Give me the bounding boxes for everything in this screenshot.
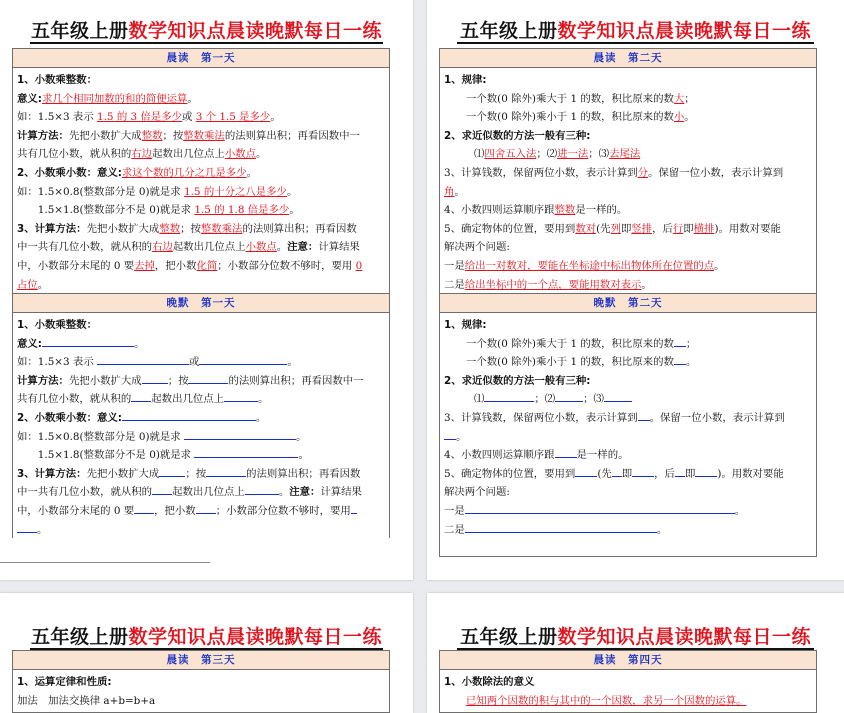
text-span: 先把小数扩大成 (86, 467, 160, 480)
text-span: 5、确定物体的位置，要用到 (444, 467, 576, 480)
text-line (17, 183, 385, 202)
text-span: 。 (187, 92, 198, 105)
text-line (444, 390, 812, 409)
answer-blank (17, 521, 37, 533)
text-line (17, 446, 385, 465)
text-span: ；⑶ (583, 393, 604, 406)
section-header: 晨读 第一天 (13, 49, 389, 68)
text-span: 。 (289, 204, 300, 217)
answer-text: 1.5 的 1.8 倍是多少 (194, 204, 290, 217)
text-span: 如：1.5×0.8(整数部分是 0)就是求 (17, 430, 184, 443)
answer-blank (152, 483, 172, 495)
text-line (17, 145, 385, 164)
text-line (444, 90, 812, 109)
text-line (444, 353, 812, 372)
text-span: 。 (276, 241, 288, 254)
text-span: ，把小数 (154, 259, 197, 272)
bold-label: 3、计算方法： (17, 222, 87, 235)
answer-blank (604, 390, 632, 402)
text-span: )。用数对要能 (717, 467, 784, 480)
answer-text: 整数 (159, 222, 181, 235)
footer-line (0, 562, 210, 563)
answer-blank (612, 465, 622, 477)
text-span: 。 (641, 278, 652, 291)
bold-label: 注意： (287, 241, 319, 254)
text-span: )。用数对要能 (714, 222, 781, 235)
text-line (17, 257, 385, 276)
section-header: 晚默 第一天 (13, 294, 389, 313)
text-span: 。 (246, 166, 257, 179)
text-line (17, 276, 385, 295)
worksheet-page-4 (427, 593, 844, 713)
text-span: 计算结果 (318, 241, 360, 254)
text-span: 起数出几位点上 (172, 486, 245, 499)
answer-blank (199, 353, 287, 365)
text-line (17, 220, 385, 239)
page-title: 五年级上册数学知识点晨读晚默每日一练 (30, 626, 383, 648)
text-line (444, 71, 812, 90)
text-line (444, 316, 812, 335)
text-line (444, 164, 812, 183)
text-span: 的法则算出积；再看因数中一 (224, 129, 360, 142)
answer-blank (142, 372, 168, 384)
text-line (17, 201, 385, 220)
answer-blank (638, 409, 650, 421)
text-line (444, 127, 812, 146)
worksheet-page-3 (0, 593, 413, 713)
text-span: 解决两个问题: (444, 486, 510, 499)
text-line (17, 372, 385, 391)
text-span: 一是 (444, 259, 465, 272)
bold-label: 意义: (17, 92, 42, 105)
text-span: ；小数部分位数不够时，要用 (215, 504, 351, 517)
text-line (444, 483, 812, 502)
bold-label: 注意： (289, 486, 321, 499)
answer-blank (131, 390, 151, 402)
morning-reading-box (439, 650, 817, 713)
answer-text: 分 (637, 166, 649, 179)
answer-text: 给出一对数对，要能在坐标途中标出物体所在位置的点 (464, 259, 715, 272)
answer-blank (224, 390, 258, 402)
text-line (17, 164, 385, 183)
text-line (17, 353, 385, 372)
answer-text: 整数 (141, 129, 163, 142)
answer-blank (674, 353, 686, 365)
section-header: 晨读 第三天 (13, 651, 389, 670)
answer-text: 四舍五入法 (484, 148, 537, 161)
text-span: 二是 (444, 523, 465, 536)
answer-text: 进一法 (557, 148, 589, 161)
text-span: 中一共有几位小数，就从积的 (17, 241, 153, 254)
page-title: 五年级上册数学知识点晨读晚默每日一练 (459, 626, 812, 648)
answer-blank (196, 502, 216, 514)
text-span: ；按 (185, 467, 207, 480)
text-span: 或 (182, 111, 196, 124)
text-span: 是一样的。 (576, 449, 629, 462)
section-body (13, 670, 389, 712)
bold-label: 1、小数乘整数： (17, 319, 97, 331)
text-span: 。 (684, 111, 695, 124)
text-span: 1.5×1.8(整数部分不是 0)就是求 (17, 449, 195, 462)
bold-label: 2、求近似数的方法一般有三种: (444, 374, 591, 387)
worksheet-page-2 (427, 0, 844, 580)
section-body (13, 68, 389, 296)
text-span: ；⑶ (588, 148, 610, 161)
text-span: ；按 (167, 374, 189, 387)
text-span: 如：1.5×3 表示 (17, 111, 98, 124)
text-span: 。 (270, 111, 281, 124)
text-span: 4、小数四则运算顺序跟 (444, 449, 555, 462)
text-span: 。 (296, 430, 307, 443)
bold-label: 2、小数乘小数：意义: (17, 166, 122, 179)
section-body (440, 68, 816, 296)
text-span: 如：1.5×3 表示 (17, 356, 98, 369)
text-line (444, 201, 812, 220)
evening-recall-box (439, 293, 817, 557)
text-span: 共有几位小数，就从积的 (17, 393, 132, 406)
text-line (444, 335, 812, 354)
text-line (17, 238, 385, 257)
answer-blank (42, 335, 134, 347)
text-span: 是一样的。 (575, 204, 628, 217)
answer-blank (188, 372, 228, 384)
text-span: ⑴ (474, 393, 485, 406)
answer-text: 已知两个因数的积与其中的一个因数，求另一个因数的运算。 (466, 694, 747, 707)
bold-label: 计算方法： (17, 129, 69, 142)
text-line (444, 502, 812, 521)
answer-text: 去尾法 (609, 148, 641, 161)
text-span: 5、确定物体的位置，要用到 (444, 222, 576, 235)
answer-text: 0 (355, 259, 363, 272)
answer-blank (555, 390, 583, 402)
text-line (444, 521, 812, 540)
answer-blank (695, 465, 717, 477)
answer-text: 整数乘法 (183, 129, 225, 142)
bold-label: 1、运算定律和性质: (17, 676, 112, 688)
text-line (444, 673, 812, 692)
text-span: 即 (684, 467, 696, 480)
text-span: 先把小数扩大成 (68, 129, 142, 142)
bold-label: 1、小数乘整数： (17, 74, 97, 86)
text-line (444, 428, 812, 447)
section-header: 晨读 第二天 (440, 49, 816, 68)
answer-text: 整数乘法 (200, 222, 243, 235)
section-header: 晚默 第二天 (440, 294, 816, 313)
answer-blank (674, 335, 686, 347)
morning-reading-box (12, 48, 390, 297)
bold-label: 1、小数除法的意义 (444, 676, 535, 688)
text-line (444, 692, 812, 711)
text-span: 的法则算出积；再看因数 (246, 467, 361, 480)
answer-text: 3 个 1.5 是多少 (195, 111, 271, 124)
text-span: 。 (255, 148, 267, 161)
answer-text: 求这个数的几分之几是多少 (121, 166, 247, 179)
text-span: 如：1.5×0.8(整数部分是 0)就是求 (17, 185, 184, 198)
text-line (17, 108, 385, 127)
answer-text: 横排 (693, 222, 715, 235)
text-span: 一个数(0 除外)乘小于 1 的数，积比原来的数 (466, 356, 674, 369)
answer-blank (575, 465, 597, 477)
text-line (17, 316, 385, 335)
answer-text: 占位 (17, 278, 38, 291)
evening-recall-box (12, 293, 390, 538)
text-line (17, 90, 385, 109)
text-span: 1.5×1.8(整数部分不是 0)就是求 (17, 204, 195, 217)
answer-blank (484, 390, 534, 402)
text-span: 。 (255, 411, 267, 424)
text-span: 起数出几位点上 (152, 148, 225, 161)
text-span: 一个数(0 除外)乘大于 1 的数，积比原来的数 (466, 337, 674, 350)
text-span: 先把小数扩大成 (68, 374, 142, 387)
text-span: 中，小数部分末尾的 0 要 (17, 504, 135, 517)
text-line (17, 409, 385, 428)
text-line (444, 145, 812, 164)
bold-label: 1、规律: (444, 74, 487, 86)
worksheet-page-1 (0, 0, 413, 580)
text-span: 解决两个问题: (444, 241, 510, 254)
text-span: 一是 (444, 504, 465, 517)
answer-text: 小 (673, 111, 685, 124)
text-line (17, 428, 385, 447)
text-span: 一个数(0 除外)乘小于 1 的数，积比原来的数 (466, 111, 674, 124)
text-span: 。 (454, 185, 465, 198)
text-span: 。 (37, 523, 48, 536)
text-line (444, 238, 812, 257)
morning-reading-box (12, 650, 390, 713)
text-span: 。 (278, 486, 290, 499)
text-span: 。 (258, 393, 269, 406)
text-span: 起数出几位点上 (172, 241, 246, 254)
text-line (444, 446, 812, 465)
text-span: ；按 (180, 222, 201, 235)
bold-label: 意义: (17, 337, 42, 350)
section-body (440, 313, 816, 541)
answer-blank (444, 428, 456, 440)
text-span: ；⑵ (536, 148, 558, 161)
answer-blank (184, 428, 296, 440)
text-line (17, 390, 385, 409)
text-line (17, 521, 385, 540)
text-span: 。 (685, 356, 697, 369)
text-span: ⑴ (474, 148, 485, 161)
text-span: 。 (37, 278, 49, 291)
text-span: (先 (596, 222, 611, 235)
text-line (17, 465, 385, 484)
text-span: 中，小数部分末尾的 0 要 (17, 259, 135, 272)
text-span: 。保留一位小数，表示计算到 (648, 166, 784, 179)
text-line (17, 692, 385, 711)
morning-reading-box (439, 48, 817, 297)
bold-label: 2、求近似数的方法一般有三种: (444, 129, 591, 142)
title-underline (30, 42, 383, 44)
text-span: 。 (133, 337, 145, 350)
text-span: 。 (287, 356, 298, 369)
answer-blank (555, 446, 577, 458)
bold-label: 计算方法： (17, 374, 69, 387)
text-line (17, 71, 385, 90)
answer-blank (465, 521, 657, 533)
answer-blank (122, 409, 256, 421)
answer-blank (245, 483, 279, 495)
text-line (444, 220, 812, 239)
answer-text: 去掉 (134, 259, 155, 272)
section-body (13, 313, 389, 541)
text-span: 。 (298, 449, 309, 462)
answer-text: 右边 (131, 148, 153, 161)
text-line (17, 127, 385, 146)
answer-text: 行 (672, 222, 684, 235)
text-line (444, 276, 812, 295)
text-span: 的法则算出积；再看因数 (242, 222, 357, 235)
answer-text: 大 (673, 92, 685, 105)
page-title: 五年级上册数学知识点晨读晚默每日一练 (30, 20, 383, 42)
text-span: 。 (734, 504, 746, 517)
text-span: 先把小数扩大成 (86, 222, 160, 235)
answer-text: 1.5 的十分之八是多少 (184, 185, 287, 198)
text-span: 一个数(0 除外)乘大于 1 的数，积比原来的数 (466, 92, 674, 105)
text-span: ，把小数 (154, 504, 196, 517)
text-span: 计算结果 (320, 486, 362, 499)
answer-text: 角 (444, 185, 455, 198)
text-span: ； (685, 337, 697, 350)
text-span: ，后 (652, 222, 673, 235)
answer-blank (675, 465, 685, 477)
text-span: 二是 (444, 278, 465, 291)
text-span: ，后 (654, 467, 675, 480)
answer-text: 整数 (554, 204, 576, 217)
text-line (17, 502, 385, 521)
answer-blank (206, 465, 246, 477)
text-span: ； (684, 92, 695, 105)
answer-blank (351, 502, 357, 514)
answer-text: 给出坐标中的一个点，要能用数对表示 (464, 278, 642, 291)
text-span: 3、计算钱数，保留两位小数，表示计算到 (444, 411, 638, 424)
answer-text: 右边 (152, 241, 173, 254)
answer-blank (159, 465, 185, 477)
title-underline (457, 42, 814, 44)
text-span: 即 (621, 467, 633, 480)
answer-blank (465, 502, 735, 514)
text-span: (先 (597, 467, 612, 480)
text-span: ；小数部分位数不够时，要用 (217, 259, 356, 272)
text-line (17, 335, 385, 354)
text-span: 即 (620, 222, 632, 235)
text-span: 。 (714, 259, 725, 272)
answer-text: 小数点 (245, 241, 277, 254)
text-span: 。 (286, 185, 298, 198)
text-line (17, 483, 385, 502)
answer-text: 竖排 (631, 222, 653, 235)
bold-label: 3、计算方法： (17, 467, 87, 480)
answer-text: 1.5 的 3 倍是多少 (97, 111, 183, 124)
answer-text: 小数点 (224, 148, 256, 161)
text-line (444, 183, 812, 202)
text-span: 4、小数四则运算顺序跟 (444, 204, 555, 217)
answer-blank (134, 502, 154, 514)
answer-blank (194, 446, 298, 458)
text-span: 3、计算钱数，保留两位小数，表示计算到 (444, 166, 638, 179)
text-line (444, 465, 812, 484)
answer-text: 求几个相同加数的和的简便运算 (41, 92, 188, 105)
answer-text: 化简 (196, 259, 218, 272)
text-span: 共有几位小数，就从积的 (17, 148, 132, 161)
page-title: 五年级上册数学知识点晨读晚默每日一练 (459, 20, 812, 42)
text-span: 中一共有几位小数，就从积的 (17, 486, 153, 499)
text-span: 起数出几位点上 (151, 393, 225, 406)
answer-text: 数对 (575, 222, 597, 235)
answer-blank (632, 465, 654, 477)
text-span: ；按 (162, 129, 184, 142)
bold-label: 1、规律: (444, 319, 487, 331)
text-line (444, 409, 812, 428)
text-span: 。 (656, 523, 668, 536)
text-line (444, 257, 812, 276)
text-span: 或 (189, 356, 200, 369)
text-span: 加法 加法交换律 a+b=b+a (17, 694, 156, 707)
bold-label: 2、小数乘小数：意义: (17, 411, 122, 424)
text-span: 即 (683, 222, 694, 235)
text-line (444, 372, 812, 391)
section-body (440, 670, 816, 712)
text-span: 。保留一位小数，表示计算到 (649, 411, 785, 424)
text-span: 的法则算出积；再看因数中一 (228, 374, 364, 387)
text-span: 。 (456, 430, 467, 443)
answer-text: 列 (610, 222, 621, 235)
text-span: ；⑵ (534, 393, 556, 406)
section-header: 晨读 第四天 (440, 651, 816, 670)
text-line (444, 108, 812, 127)
answer-blank (97, 353, 189, 365)
text-line (17, 673, 385, 692)
